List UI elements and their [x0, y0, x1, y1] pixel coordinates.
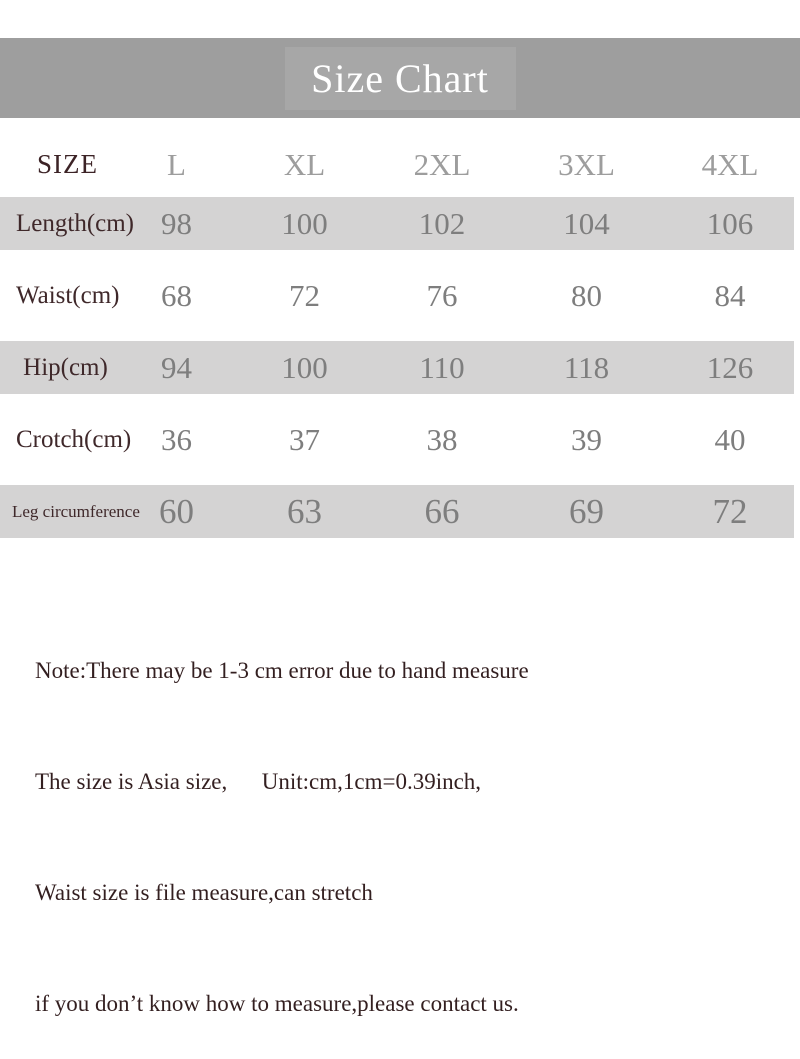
table-header-row: [0, 118, 800, 197]
cell-value: 104: [563, 205, 610, 241]
cell-value: 60: [159, 491, 194, 531]
cell-value: 36: [161, 421, 192, 457]
row-label: Waist(cm): [16, 281, 120, 309]
cell-value: 84: [714, 277, 746, 313]
cell-value: 40: [714, 421, 746, 457]
table-row-hip: [0, 341, 794, 394]
size-chart-banner: [0, 38, 800, 118]
column-header-l: L: [167, 146, 186, 182]
table-row-length: [0, 197, 794, 250]
cell-value: 63: [287, 491, 322, 531]
cell-value: 39: [571, 421, 602, 457]
cell-value: 38: [426, 421, 458, 457]
row-label: Leg circumference: [12, 501, 140, 521]
cell-value: 106: [706, 205, 754, 241]
page-title: Size Chart: [311, 55, 489, 101]
cell-value: 66: [424, 491, 460, 531]
row-label: Crotch(cm): [16, 425, 132, 453]
cell-value: 100: [281, 349, 328, 385]
column-header-xl: XL: [283, 146, 326, 182]
column-header-3xl: 3XL: [558, 146, 615, 182]
row-label: Length(cm): [16, 209, 135, 237]
size-chart-table: [0, 118, 800, 538]
cell-value: 76: [426, 277, 458, 313]
notes-block: [35, 578, 800, 1059]
cell-value: 100: [281, 205, 328, 241]
cell-value: 94: [161, 349, 192, 385]
cell-value: 118: [563, 349, 610, 385]
cell-value: 72: [289, 277, 320, 313]
table-row-waist: [0, 269, 794, 322]
size-chart-title-box: [285, 47, 516, 110]
table-row-leg-circumference: [0, 485, 794, 538]
cell-value: 68: [161, 277, 192, 313]
row-label: Hip(cm): [23, 353, 108, 381]
table-row-crotch: [0, 413, 794, 466]
table-header-size-label: SIZE: [37, 149, 98, 179]
cell-value: 80: [571, 277, 602, 313]
cell-value: 72: [712, 491, 748, 531]
note-line-error-margin: Note:There may be 1-3 cm error due to hand measure: [35, 658, 529, 683]
cell-value: 98: [161, 205, 192, 241]
note-line-contact-us: if you don’t know how to measure,please contact us.: [35, 991, 519, 1016]
cell-value: 37: [289, 421, 320, 457]
cell-value: 69: [569, 491, 604, 531]
cell-value: 110: [419, 349, 465, 385]
cell-value: 126: [706, 349, 754, 385]
column-header-2xl: 2XL: [413, 146, 471, 182]
cell-value: 102: [418, 205, 466, 241]
note-line-asia-size-unit: The size is Asia size, Unit:cm,1cm=0.39inch,: [35, 769, 482, 794]
column-header-4xl: 4XL: [701, 146, 759, 182]
note-line-waist-stretch: Waist size is file measure,can stretch: [35, 880, 373, 905]
